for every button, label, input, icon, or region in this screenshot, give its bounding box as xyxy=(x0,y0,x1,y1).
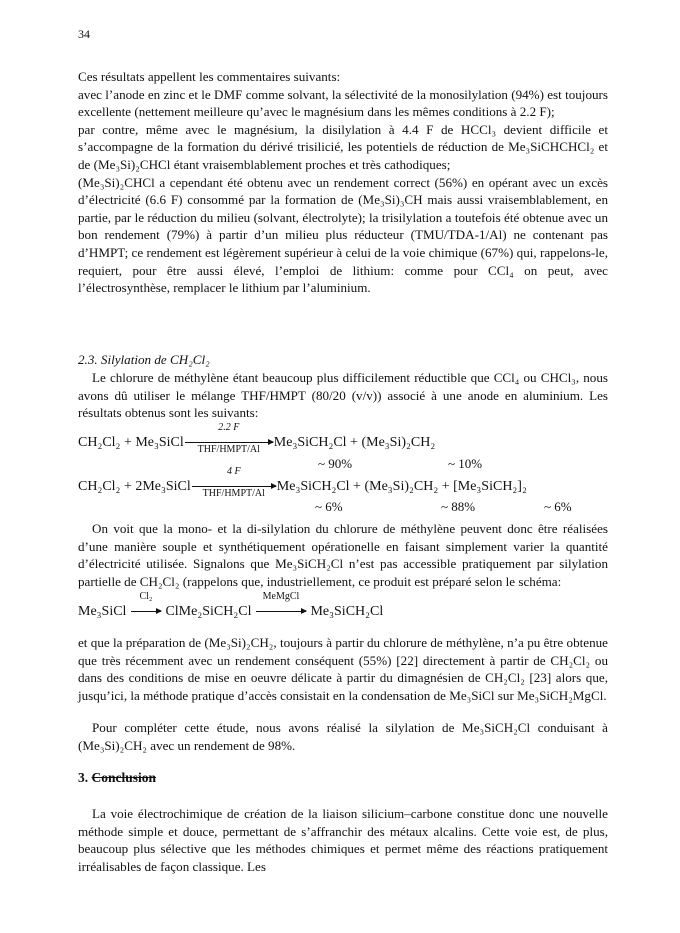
eq3-arrow-2 xyxy=(256,591,306,620)
eq2-reactants: CH₂Cl₂ + 2Me₃SiCl xyxy=(78,479,191,494)
eq1-products: Me₃SiCH₂Cl + (Me₃Si)₂CH₂ xyxy=(273,435,436,450)
equation-1 xyxy=(78,422,618,455)
comment-disilylation: par contre, même avec le magnésium, la disilylation à 4.4 F de HCCl₃ devient difficile et s’accompagne de la formation du dérivé trisilicié, les potentiels de réduction de Me₃SiCHCHCl₂ et de (Me₃Si)₂CHCl étant vraisemblablement proches et très cathodiques; xyxy=(78,121,608,172)
eq3-arrow-2-label: MeMgCl xyxy=(262,591,300,602)
comment-trisilylation: (Me₃Si)₂CHCl a cependant été obtenu avec un rendement correct (56%) en opérant avec un excès d’électricité (6.6 F) consommé par la formation de (Me₃Si)₃CH mais aussi vraisemblablement, en partie, par le réduction du milieu (solvant, électrolyte); la trisilylation a toutefois été obtenue avec un bon rendement (79%) à partir d’un milieu plus réducteur (TMU/TDA-1/Al) ne contenant pas d’HMPT; ce rendement est légèrement supérieur à celui de la voie chimique (67%) qui, rappelons-le, requiert, pour être aussi élevé, l’emploi de lithium: comme pour CCl₄ on peut, avec l’électrosynthèse, remplacer le lithium par l’aluminium. xyxy=(78,174,608,296)
section-2-3-title: 2.3. Silylation de CH₂Cl₂ xyxy=(78,352,210,367)
eq3-arrow-1 xyxy=(131,591,161,620)
eq1-yield-2: ~ 10% xyxy=(448,456,483,471)
eq1-yield-1: ~ 90% xyxy=(318,456,353,471)
conclusion-paragraph: La voie électrochimique de création de la liaison silicium–carbone constitue donc une nouvelle méthode simple et douce, permettant de s’affranchir des métaux alcalins. Cette voie est, de plus, beaucoup plus sélective que les méthodes chimiques et permet même des réactions pratiquement irréalisables de façon classique. Les xyxy=(78,806,608,874)
eq2-arrow xyxy=(192,466,276,499)
section-3-heading xyxy=(78,770,156,786)
equation-2 xyxy=(78,466,618,499)
eq2-products: Me₃SiCH₂Cl + (Me₃Si)₂CH₂ + [Me₃SiCH₂]₂ xyxy=(276,479,527,494)
page-number: 34 xyxy=(78,27,90,41)
equation-3 xyxy=(78,591,618,620)
eq2-arrow-above: 4 F xyxy=(226,466,241,477)
section-3-title: Conclusion xyxy=(91,770,157,785)
eq2-yield-1: ~ 6% xyxy=(315,499,343,514)
eq1-arrow-below: THF/HMPT/Al xyxy=(197,444,260,455)
paragraph-preparation: et que la préparation de (Me₃Si)₂CH₂, toujours à partir du chlorure de méthylène, n’a pu être obtenue que très récemment avec un rendement conséquent (55%) [22] directement à partir de CH₂Cl₂ ou dans des conditions de mise en oeuvre délicate à partir du dimagnésien de CH₂Cl₂ [23] alors que, jusqu’ici, la méthode pratique d’accès consistait en la condensation de Me₃SiCl sur Me₃SiCH₂MgCl. xyxy=(78,635,608,703)
eq1-reactants: CH₂Cl₂ + Me₃SiCl xyxy=(78,435,184,450)
paragraph-mono-di-silylation: On voit que la mono- et la di-silylation du chlorure de méthylène peuvent donc être réalisées d’une manière souple et synthétiquement opérationelle en faisant simplement varier la quantité d’électricité utilisée. Signalons que Me₃SiCH₂Cl n’est pas accessible pratiquement par silylation partielle de CH₂Cl₂ (rappelons que, industriellement, ce produit est préparé selon le schéma: xyxy=(78,521,608,589)
section-3-number: 3. xyxy=(78,770,89,785)
eq1-arrow xyxy=(185,422,273,455)
eq3-arrow-1-label: Cl₂ xyxy=(139,591,153,602)
eq3-product: Me₃SiCH₂Cl xyxy=(310,604,384,619)
paragraph-completion: Pour compléter cette étude, nous avons réalisé la silylation de Me₃SiCH₂Cl conduisant à (Me₃Si)₂CH₂ avec un rendement de 98%. xyxy=(78,720,608,753)
eq3-start: Me₃SiCl xyxy=(78,604,127,619)
eq2-yield-2: ~ 88% xyxy=(441,499,476,514)
eq1-arrow-above: 2.2 F xyxy=(218,422,240,433)
comment-zinc-dmf: avec l’anode en zinc et le DMF comme solvant, la sélectivité de la monosilylation (94%) est toujours excellente (nettement meilleure qu’avec le magnésium dans les mêmes conditions à 2.2 F); xyxy=(78,86,608,120)
eq2-yield-3: ~ 6% xyxy=(544,499,572,514)
eq3-intermediate: ClMe₂SiCH₂Cl xyxy=(165,604,252,619)
eq2-arrow-below: THF/HMPT/Al xyxy=(202,488,265,499)
comments-paragraph xyxy=(78,68,608,297)
section-2-3-intro: Le chlorure de méthylène étant beaucoup plus difficilement réductible que CCl₄ ou CHCl₃, nous avons dû utiliser le mélange THF/HMPT (80/20 (v/v)) associé à une anode en aluminium. Les résultats obtenus sont les suivants: xyxy=(78,370,608,421)
comments-intro: Ces résultats appellent les commentaires suivants: xyxy=(78,69,341,84)
